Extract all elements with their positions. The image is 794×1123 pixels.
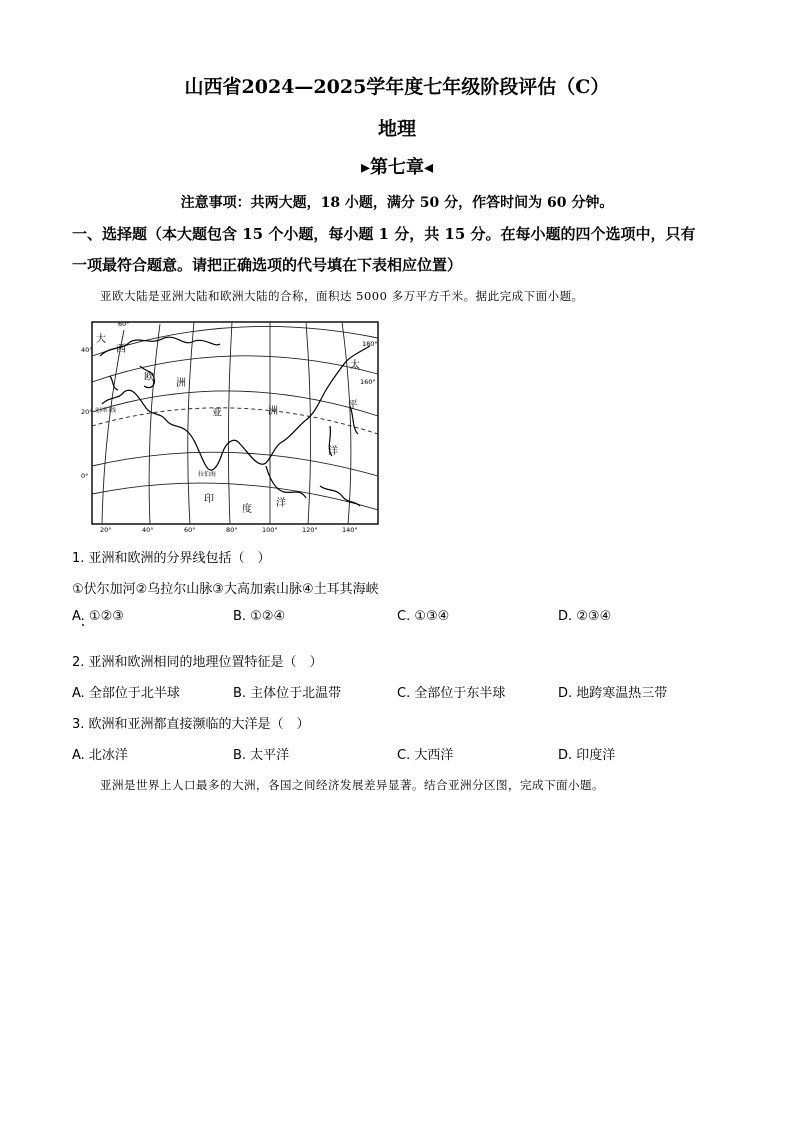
lon-label-60: 60° xyxy=(184,526,196,534)
question-1-option-b[interactable]: B. ①②④ xyxy=(233,609,286,624)
question-1-stem: 1. 亚洲和欧洲的分界线包括（ ） xyxy=(72,551,271,566)
region-label-europe-1: 欧 xyxy=(144,372,154,383)
lat-label-40: 40° xyxy=(81,346,93,354)
arabian-sea-label: 拉伯海 xyxy=(198,471,217,478)
question-3-stem: 3. 欧洲和亚洲都直接濒临的大洋是（ ） xyxy=(72,717,310,732)
notice-text: 注意事项：共两大题，18 小题，满分 50 分，作答时间为 60 分钟。 xyxy=(180,195,614,211)
question-3-option-b[interactable]: B. 太平洋 xyxy=(233,748,290,763)
intro-text-2: 亚洲是世界上人口最多的大洲，各国之间经济发展差异显著。结合亚洲分区图，完成下面小题。 xyxy=(100,778,604,792)
region-label-pacific-2: 平 xyxy=(348,400,358,411)
intro-text-1: 亚欧大陆是亚洲大陆和欧洲大陆的合称，面积达 5000 多万平方千米。据此完成下面小题。 xyxy=(100,289,584,303)
question-2-option-a[interactable]: A. 全部位于北半球 xyxy=(72,686,180,701)
region-label-asia-2: 洲 xyxy=(268,406,278,417)
section-heading-line2: 一项最符合题意。请把正确选项的代号填在下表相应位置） xyxy=(72,256,463,274)
chapter-title: ▸第七章◂ xyxy=(360,157,434,178)
subject-title: 地理 xyxy=(377,118,416,140)
lon-label-140: 140° xyxy=(342,526,358,534)
region-label-indian-1: 印 xyxy=(204,494,214,505)
lat-label-0: 0° xyxy=(81,472,89,480)
eurasia-map xyxy=(80,316,384,534)
lon-label-80: 80° xyxy=(226,526,238,534)
region-label-atlantic-1: 大 xyxy=(96,334,106,345)
question-1-option-c[interactable]: C. ①③④ xyxy=(397,609,450,624)
question-1-option-a[interactable]: A. ①②③ xyxy=(72,609,124,624)
region-label-indian-2: 度 xyxy=(242,504,252,515)
region-label-atlantic-2: 西 xyxy=(116,344,126,355)
question-2-option-d[interactable]: D. 地跨寒温热三带 xyxy=(558,686,668,701)
lon-label-100: 100° xyxy=(262,526,278,534)
question-3-option-a[interactable]: A. 北冰洋 xyxy=(72,748,128,763)
lon-label-40: 40° xyxy=(142,526,154,534)
region-label-pacific-3: 洋 xyxy=(328,446,338,457)
lon-label-180: 180° xyxy=(362,340,378,348)
region-label-pacific-1: 太 xyxy=(350,360,360,371)
question-2-option-b[interactable]: B. 主体位于北温带 xyxy=(233,686,342,701)
question-1-sub: ①伏尔加河②乌拉尔山脉③大高加索山脉④土耳其海峡 xyxy=(72,582,379,597)
lat-label-60: 60° xyxy=(118,320,130,328)
lat-label-20: 20° xyxy=(81,408,93,416)
exam-title: 山西省2024—2025学年度七年级阶段评估（C） xyxy=(184,76,610,98)
region-label-europe-2: 洲 xyxy=(176,378,186,389)
region-label-indian-3: 洋 xyxy=(276,498,286,509)
lon-label-160: 160° xyxy=(360,378,376,386)
question-3-option-d[interactable]: D. 印度洋 xyxy=(558,748,616,763)
section-heading-line1: 一、选择题（本大题包含 15 个小题，每小题 1 分，共 15 分。在每小题的四个选项中，只有 xyxy=(72,225,696,243)
question-2-stem: 2. 亚洲和欧洲相同的地理位置特征是（ ） xyxy=(72,655,323,670)
question-3-option-c[interactable]: C. 大西洋 xyxy=(397,748,454,763)
region-label-asia-1: 亚 xyxy=(212,408,222,419)
question-2-option-c[interactable]: C. 全部位于东半球 xyxy=(397,686,506,701)
stray-dot xyxy=(82,624,84,626)
tropic-label: 北回归线 xyxy=(94,408,117,414)
question-1-option-d[interactable]: D. ②③④ xyxy=(558,609,612,624)
lon-label-20: 20° xyxy=(100,526,112,534)
lon-label-120: 120° xyxy=(302,526,318,534)
